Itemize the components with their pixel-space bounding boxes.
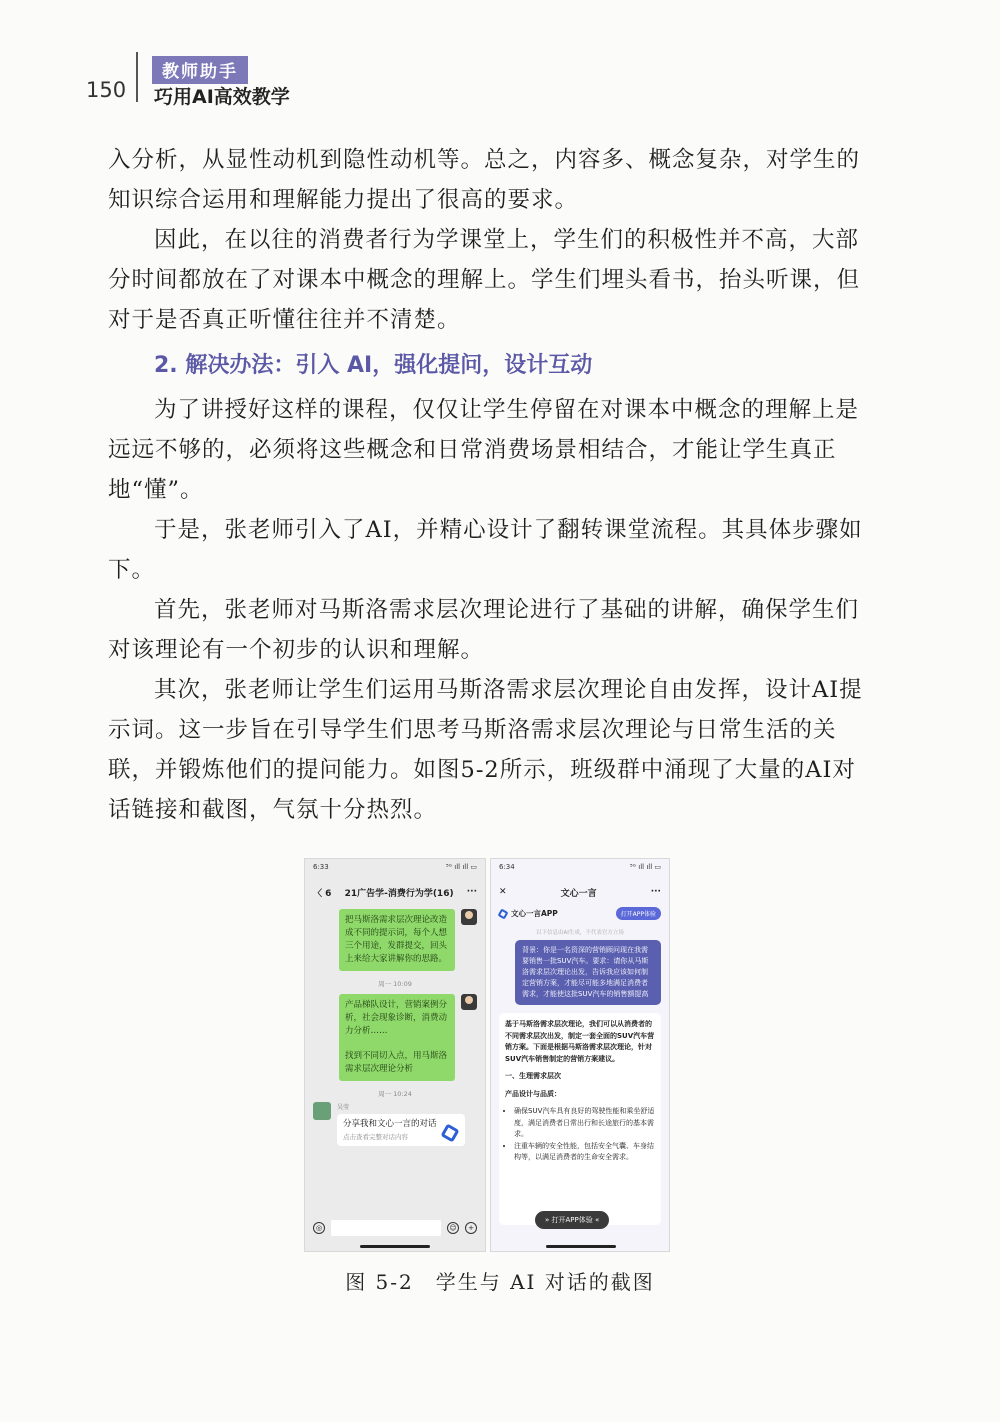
message-text: 找到不同切入点，用马斯洛需求层次理论分析 — [345, 1051, 448, 1074]
more-icon[interactable]: ··· — [650, 887, 661, 897]
app-banner — [491, 903, 669, 924]
page-header-bar — [491, 881, 669, 903]
status-time: 6:34 — [499, 863, 515, 871]
shared-link-card[interactable] — [337, 1114, 465, 1146]
input-bar — [305, 1217, 485, 1239]
header-divider — [136, 52, 138, 102]
message-row — [305, 909, 485, 971]
series-tag: 教师助手 — [152, 56, 248, 84]
paragraph: 为了讲授好这样的课程，仅仅让学生停留在对课本中概念的理解上是远远不够的，必须将这些概念和日常消费场景相结合，才能让学生真正地“懂”。 — [108, 397, 860, 503]
paragraph: 其次，张老师让学生们运用马斯洛需求层次理论自由发挥，设计AI提示词。这一步旨在引导学生们思考马斯洛需求层次理论与日常生活的关联，并锻炼他们的提问能力。如图5-2所示，班级群中涌现了大量的AI对话链接和截图，气氛十分热烈。 — [108, 677, 863, 823]
ai-disclaimer: 以下信息由AI生成，不代表官方立场 — [536, 930, 624, 936]
timestamp: 周一 10:24 — [378, 1090, 412, 1098]
avatar — [461, 909, 477, 925]
share-description: 点击查看完整对话内容 — [343, 1133, 408, 1141]
paragraph: 首先，张老师对马斯洛需求层次理论进行了基础的讲解，确保学生们对该理论有一个初步的认识和理解。 — [108, 597, 860, 663]
more-icon[interactable]: ··· — [466, 887, 477, 897]
message-bubble: 把马斯洛需求层次理论改造成不同的提示词，每个人想三个用途，发群提交，回头上来给大家讲解你的思路。 — [339, 909, 455, 971]
app-title: 文心一言 — [560, 888, 597, 899]
answer-heading: 一、生理需求层次 — [505, 1072, 561, 1080]
message-input[interactable] — [331, 1220, 441, 1236]
section-heading: 2. 解决办法：引入 AI，强化提问，设计互动 — [154, 353, 593, 378]
message-row — [305, 994, 485, 1081]
voice-icon[interactable]: ◎ — [313, 1222, 325, 1234]
page-header — [86, 52, 386, 108]
paragraph: 入分析，从显性动机到隐性动机等。总之，内容多、概念复杂，对学生的知识综合运用和理解能力提出了很高的要求。 — [108, 147, 861, 213]
plus-icon[interactable]: + — [465, 1222, 477, 1234]
floating-open-app-button[interactable]: » 打开APP体验 « — [535, 1211, 609, 1229]
avatar — [461, 994, 477, 1010]
avatar — [313, 1102, 331, 1120]
message-row — [305, 1102, 485, 1146]
ai-answer-card — [499, 1013, 661, 1225]
home-indicator — [546, 1245, 616, 1248]
user-prompt-bubble: 背景：你是一名资深的营销顾问现在我需要销售一批SUV汽车。要求：请你从马斯洛需求层次理论出发，告诉我应该如何制定营销方案，才能尽可能多地满足消费者需求，才能使这批SUV汽车的销售额提高 — [515, 940, 661, 1005]
timestamp: 周一 10:09 — [378, 980, 412, 988]
home-indicator — [360, 1245, 430, 1248]
paragraph: 于是，张老师引入了AI，并精心设计了翻转课堂流程。其具体步骤如下。 — [108, 517, 863, 583]
chat-header — [305, 881, 485, 903]
status-bar — [491, 859, 669, 881]
message-bubble — [339, 994, 455, 1081]
book-subtitle: 巧用AI高效教学 — [154, 86, 290, 108]
signal-icon: ⁵ᴳ ıll ıll ▭ — [629, 863, 661, 871]
message-text: 产品梯队设计，营销案例分析，社会现象诊断，消费动力分析…… — [345, 1000, 448, 1036]
answer-list — [505, 1106, 655, 1164]
emoji-icon[interactable]: ☺ — [447, 1222, 459, 1234]
answer-subheading: 产品设计与品质： — [505, 1089, 561, 1098]
page-number: 150 — [86, 78, 127, 102]
close-icon[interactable]: ✕ — [499, 887, 507, 897]
wechat-screenshot — [304, 858, 486, 1252]
open-app-button[interactable]: 打开APP体验 — [616, 907, 661, 920]
paragraph: 因此，在以往的消费者行为学课堂上，学生们的积极性并不高，大部分时间都放在了对课本中概念的理解上。学生们埋头看书，抬头听课，但对于是否真正听懂往往并不清楚。 — [108, 227, 861, 333]
status-time: 6:33 — [313, 863, 329, 871]
wenxin-logo-icon — [498, 908, 509, 919]
list-item: • 注重车辆的安全性能，包括安全气囊、车身结构等，以满足消费者的生命安全需求。 — [514, 1141, 655, 1164]
body-text — [108, 140, 868, 830]
app-name-label: 文心一言APP — [511, 909, 558, 918]
figure-caption: 图 5-2 学生与 AI 对话的截图 — [345, 1270, 655, 1294]
status-bar — [305, 859, 485, 881]
chat-title: 21广告学-消费行为学(16) — [344, 888, 454, 899]
answer-intro: 基于马斯洛需求层次理论，我们可以从消费者的不同需求层次出发，制定一套全面的SUV汽车营销方案。下面是根据马斯洛需求层次理论，针对SUV汽车销售制定的营销方案建议。 — [505, 1020, 655, 1063]
sender-name: 吴莹 — [337, 1104, 350, 1111]
list-item: • 确保SUV汽车具有良好的驾驶性能和乘坐舒适度，满足消费者日常出行和长途旅行的基本需求。 — [514, 1106, 655, 1141]
signal-icon: ⁵ᴳ ıll ıll ▭ — [445, 863, 477, 871]
back-button[interactable]: 〈 6 — [313, 888, 332, 899]
app-name — [499, 908, 558, 919]
share-title: 分享我和文心一言的对话 — [343, 1119, 437, 1129]
wenxin-screenshot — [490, 858, 670, 1252]
